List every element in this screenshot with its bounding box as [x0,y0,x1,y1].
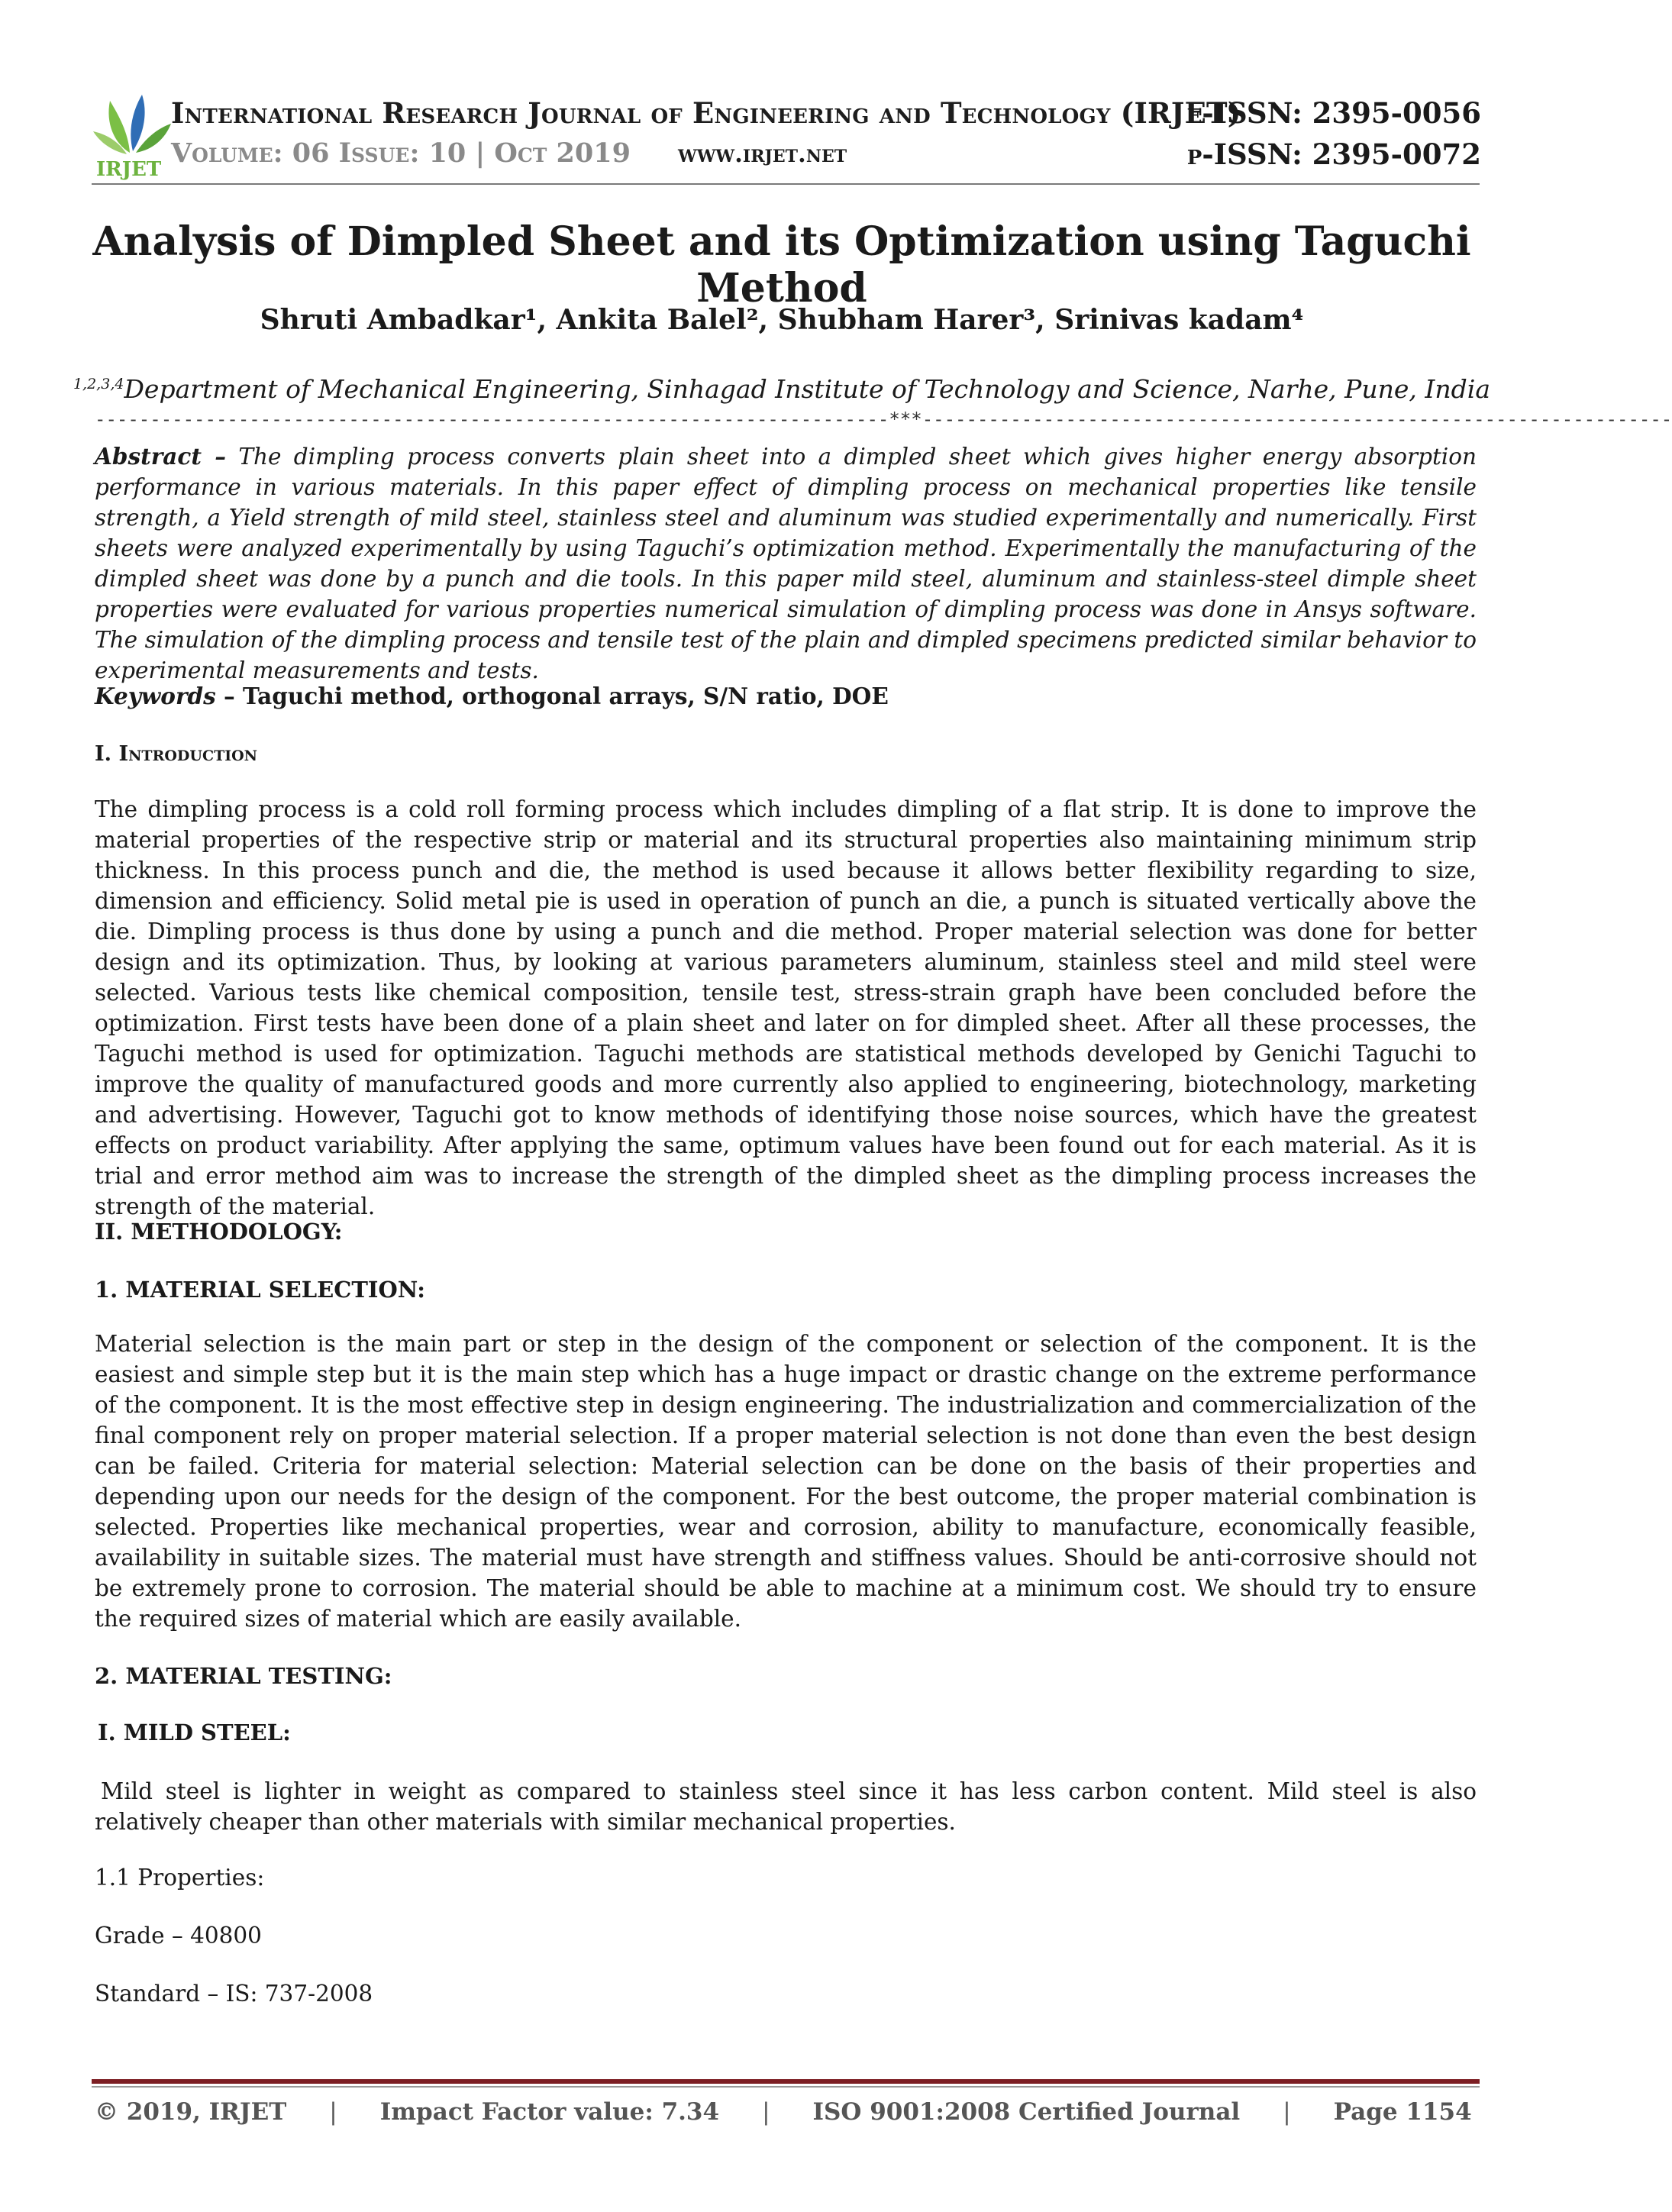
footer-copyright: © 2019, IRJET [95,2098,287,2126]
paper-title: Analysis of Dimpled Sheet and its Optimization using Taguchi Method [92,218,1471,312]
svg-text:IRJET: IRJET [96,158,162,181]
journal-name: International Research Journal of Engineering and Technology (IRJET) [171,96,1241,130]
affiliation-text: Department of Mechanical Engineering, Sinhagad Institute of Technology and Science, Narhe, Pune, India [124,374,1491,404]
abstract-paragraph [95,441,1477,686]
abstract-label: Abstract – [95,443,226,470]
mild-steel-heading: I. MILD STEEL: [98,1720,291,1745]
leaf-logo-icon [92,90,174,180]
footer-separator: | [762,2098,770,2126]
abstract-separator: ------------------------------------------------------------------------***-------------------------------------------------------------------- [95,408,1672,430]
keywords-line [95,683,889,709]
grade-line: Grade – 40800 [95,1923,262,1949]
section-methodology-heading: II. METHODOLOGY: [95,1219,343,1245]
page-footer [95,2098,1472,2126]
material-selection-paragraph: Material selection is the main part or step in the design of the component or selection of the component. It is the easiest and simple step but it is the main step which has a huge impact or drastic change on the extreme performance of the component. It is the most effective step in design engineering. The industrialization and commercialization of the final component rely on proper material selection. If a proper material selection is not done than even the best design can be failed. Criteria for material selection: Material selection can be done on the basis of their properties and depending upon our needs for the design of the component. For the best outcome, the proper material combination is selected. Properties like mechanical properties, wear and corrosion, ability to manufacture, economically feasible, availability in suitable sizes. The material must have strength and stiffness values. Should be anti-corrosive should not be extremely prone to corrosion. The material should be able to machine at a minimum cost. We should try to ensure the required sizes of material which are easily available. [95,1331,1477,1632]
material-testing-heading: 2. MATERIAL TESTING: [95,1663,392,1689]
mild-steel-paragraph: Mild steel is lighter in weight as compared to stainless steel since it has less carbon content. Mild steel is also relatively cheaper than other materials with similar mechanical properties. [95,1778,1477,1835]
journal-header [92,90,1481,189]
e-issn: e-ISSN: 2395-0056 [1186,96,1481,130]
keywords-label: Keywords [95,683,216,709]
section-title: Introduction [118,742,258,766]
paper-authors: Shruti Ambadkar¹, Ankita Balel², Shubham Harer³, Srinivas kadam⁴ [260,304,1304,336]
footer-separator: | [1283,2098,1291,2126]
material-selection-heading: 1. MATERIAL SELECTION: [95,1277,425,1303]
introduction-paragraph: The dimpling process is a cold roll forming process which includes dimpling of a flat strip. It is done to improve the material properties of the respective strip or material and its structural properties also maintaining minimum strip thickness. In this process punch and die, the method is used because it allows better flexibility regarding to size, dimension and efficiency. Solid metal pie is used in operation of punch an die, a punch is situated vertically above the die. Dimpling process is thus done by using a punch and die method. Proper material selection was done for better design and its optimization. Thus, by looking at various parameters aluminum, stainless steel and mild steel were selected. Various tests like chemical composition, tensile test, stress-strain graph have been concluded before the optimization. First tests have been done of a plain sheet and later on for dimpled sheet. After all these processes, the Taguchi method is used for optimization. Taguchi methods are statistical methods developed by Genichi Taguchi to improve the quality of manufactured goods and more currently also applied to engineering, biotechnology, marketing and advertising. However, Taguchi got to know methods of identifying those noise sources, which have the greatest effects on product variability. After applying the same, optimum values have been found out for each material. As it is trial and error method aim was to increase the strength of the dimpled sheet as the dimpling process increases the strength of the material. [95,796,1477,1219]
footer-rule-secondary [92,2086,1480,2088]
journal-website[interactable]: www.irjet.net [678,140,847,168]
standard-line: Standard – IS: 737-2008 [95,1981,373,2007]
author-affiliation [46,374,1518,404]
volume-issue: Volume: 06 Issue: 10 | Oct 2019 [171,137,631,169]
header-divider [92,183,1480,185]
footer-page-number: Page 1154 [1333,2098,1472,2126]
abstract-text: The dimpling process converts plain sheet into a dimpled sheet which gives higher energy absorption performance in various materials. In this paper effect of dimpling process on mechanical properties like tensile strength, a Yield strength of mild steel, stainless steel and aluminum was studied experimentally and numerically. First sheets were analyzed experimentally by using Taguchi’s optimization method. Experimentally the manufacturing of the dimpled sheet was done by a punch and die tools. In this paper mild steel, aluminum and stainless-steel dimple sheet properties were evaluated for various properties numerical simulation of dimpling process was done in Ansys software. The simulation of the dimpling process and tensile test of the plain and dimpled specimens predicted similar behavior to experimental measurements and tests. [95,444,1477,683]
properties-heading: 1.1 Properties: [95,1865,265,1891]
keywords-text: – Taguchi method, orthogonal arrays, S/N ratio, DOE [215,683,889,709]
footer-iso: ISO 9001:2008 Certified Journal [812,2098,1241,2126]
affiliation-superscript: 1,2,3,4 [73,376,124,392]
footer-impact-factor: Impact Factor value: 7.34 [379,2098,720,2126]
footer-separator: | [329,2098,337,2126]
p-issn: p-ISSN: 2395-0072 [1186,137,1481,171]
footer-rule-primary [92,2079,1480,2084]
section-number: I. [95,742,119,766]
section-introduction-heading [95,742,257,766]
